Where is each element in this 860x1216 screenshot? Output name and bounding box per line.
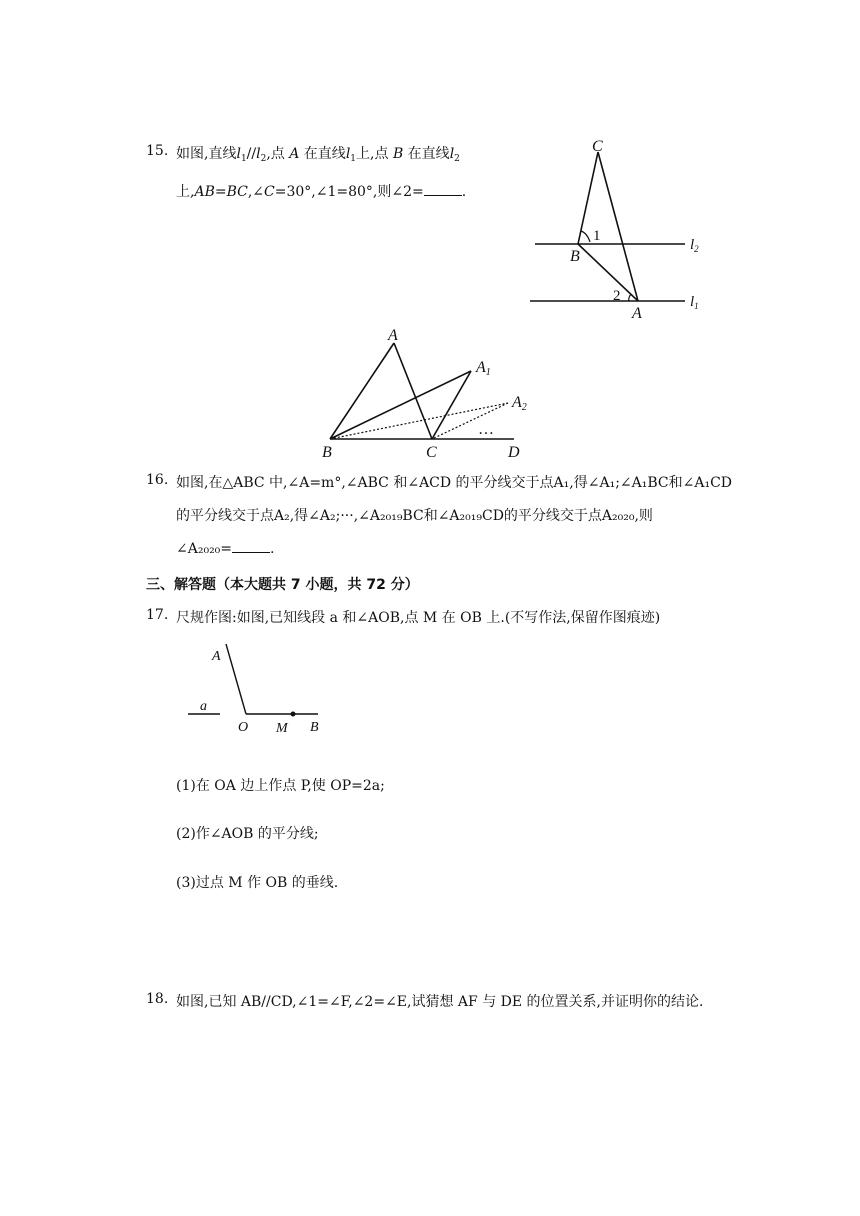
label-m: M xyxy=(276,721,288,736)
label-2: 2 xyxy=(613,288,621,304)
section-3-heading: 三、解答题（本大题共 7 小题，共 72 分） xyxy=(146,577,419,593)
label-a-segment: a xyxy=(200,699,207,714)
q15-line-1: 如图,直线$l_1//l_2$,点 A 在直线$l_1$上,点 B 在直线$l_2$ xyxy=(176,146,460,164)
q16-line-2: 的平分线交于点A₂,得∠A₂;···,∠A₂₀₁₉BC和∠A₂₀₁₉CD的平分线交于点A₂₀₂₀,则 xyxy=(176,508,653,524)
q17-part-2: (2)作∠AOB 的平分线; xyxy=(176,826,319,842)
segment-ba1 xyxy=(330,371,471,439)
q16-line-3: ∠A₂₀₂₀= . xyxy=(176,541,275,557)
segment-a2c xyxy=(432,403,508,439)
segment-ba xyxy=(578,244,638,301)
label-1: 1 xyxy=(593,228,601,244)
q16-line-1: 如图,在△ABC 中,∠A=m°,∠ABC 和∠ACD 的平分线交于点A₁,得∠A₁;∠A₁BC和∠A₁CD xyxy=(176,475,733,491)
figure-15 xyxy=(520,130,720,330)
label-b: B xyxy=(570,248,580,265)
segment-ac xyxy=(394,343,432,439)
q17-part-1: (1)在 OA 边上作点 P,使 OP=2a; xyxy=(176,778,385,794)
ray-oa xyxy=(226,644,246,714)
q17-text: 尺规作图:如图,已知线段 a 和∠AOB,点 M 在 OB 上.(不写作法,保留作图痕迹) xyxy=(176,610,661,626)
label-b: B xyxy=(310,720,319,735)
angle-1-arc xyxy=(581,231,590,242)
label-b: B xyxy=(322,444,332,461)
point-m xyxy=(291,712,296,717)
label-c: C xyxy=(592,138,603,155)
label-c: C xyxy=(426,444,437,461)
q17-part-3: (3)过点 M 作 OB 的垂线. xyxy=(176,875,339,891)
segment-ca xyxy=(598,152,638,301)
label-o: O xyxy=(238,720,249,735)
label-a1: A1 xyxy=(476,359,491,378)
answer-blank[interactable] xyxy=(232,540,270,553)
label-a: A xyxy=(632,305,642,322)
label-a-vertex: A xyxy=(212,649,221,664)
q16-number: 16. xyxy=(146,472,169,488)
q17-number: 17. xyxy=(146,607,169,623)
answer-blank[interactable] xyxy=(424,183,462,196)
label-l1: $l_1$ xyxy=(690,294,699,311)
q15-number: 15. xyxy=(146,143,169,159)
figure-16 xyxy=(318,325,538,463)
label-l2: $l_2$ xyxy=(690,237,699,254)
label-a2: A2 xyxy=(512,394,527,413)
q18-number: 18. xyxy=(146,991,169,1007)
label-a: A xyxy=(388,327,398,344)
segment-ba xyxy=(330,343,394,439)
figure-17 xyxy=(180,638,340,738)
q18-text: 如图,已知 AB//CD,∠1=∠F,∠2=∠E,试猜想 AF 与 DE 的位置关系,并证明你的结论. xyxy=(176,994,704,1010)
label-dots: … xyxy=(478,421,494,438)
angle-2-arc xyxy=(629,294,631,301)
label-d: D xyxy=(508,444,520,461)
q15-line-2: 上,AB=BC,∠C=30°,∠1=80°,则∠2= . xyxy=(176,184,467,200)
